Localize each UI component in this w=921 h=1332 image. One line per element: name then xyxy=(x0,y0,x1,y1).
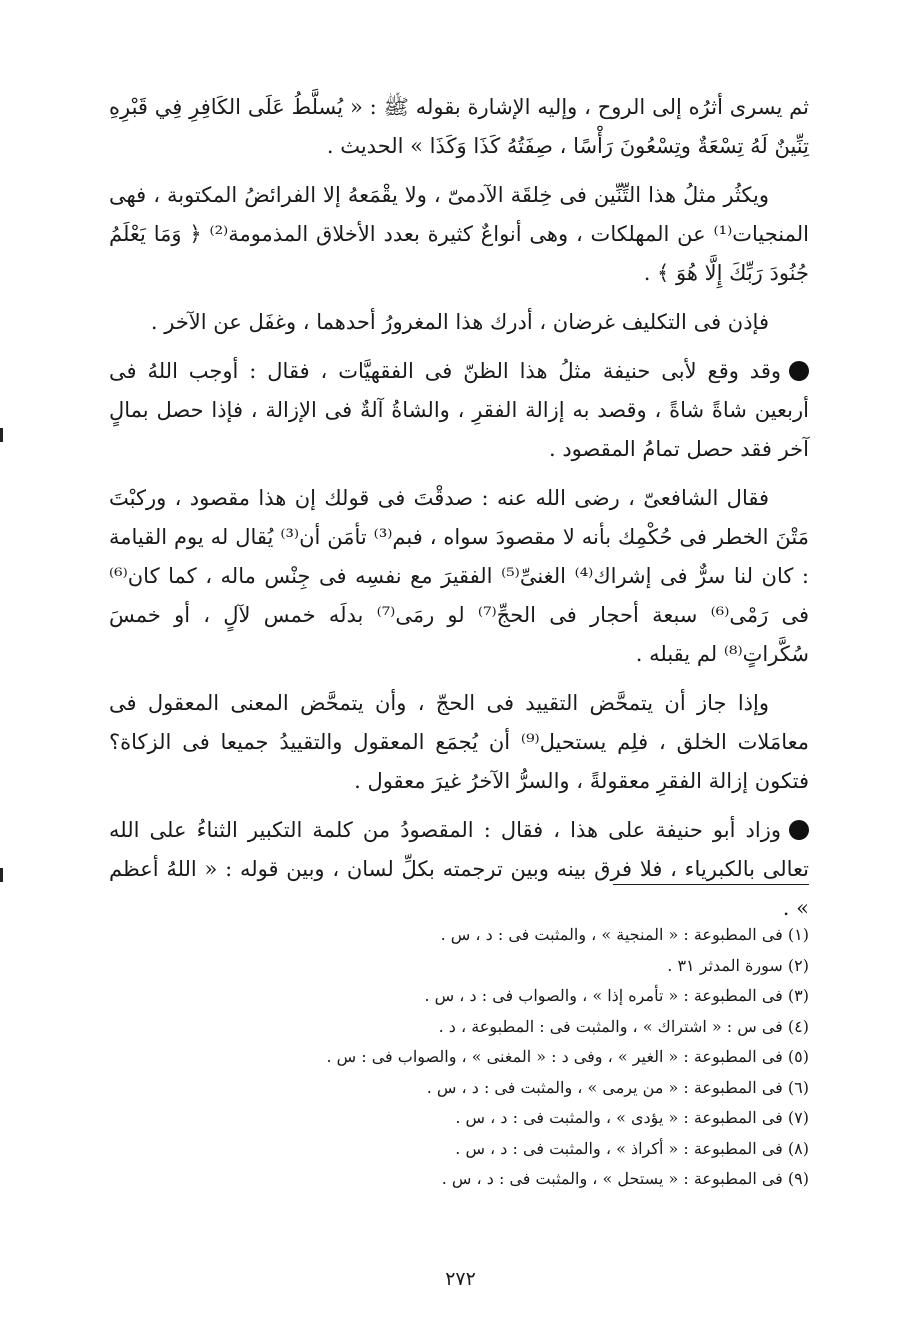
paragraph-4-text: وقد وقع لأبى حنيفة مثلُ هذا الظنّ فى الفقهيَّات ، فقال : أوجب اللهُ فى أربعين شاةً شاةً ، وقصد به إزالة الفقرِ ، والشاةُ آلةٌ فى الإزالة ، فإذا حصل بمالٍ آخر فقد حصل تمامُ المقصود . xyxy=(109,359,809,461)
page-number: ٢٧٢ xyxy=(445,1268,476,1290)
footnote-8: (٨) فى المطبوعة : « أكراذ » ، والمثبت فى : د ، س . xyxy=(455,1138,809,1158)
bullet-dot-icon xyxy=(789,361,809,381)
footnote-9: (٩) فى المطبوعة : « يستحل » ، والمثبت فى : د ، س . xyxy=(441,1169,809,1188)
paragraph-3 xyxy=(109,303,809,342)
footnote-6: (٦) فى المطبوعة : « من يرمى » ، والمثبت فى : د ، س . xyxy=(426,1077,809,1097)
footnote-2: (٢) سورة المدثر ٣١ . xyxy=(667,955,809,975)
margin-mark-top xyxy=(0,428,3,442)
paragraph-7-text: وزاد أبو حنيفة على هذا ، فقال : المقصودُ من كلمة التكبير الثناءُ على الله تعالى بالكبرياء ، فلا فرق بينه وبين ترجمته بكلِّ لسان ، وبين قوله : « اللهُ أعظم » . xyxy=(109,818,809,920)
footnote-1: (١) فى المطبوعة : « المنجية » ، والمثبت فى : د ، س . xyxy=(440,925,809,944)
main-text xyxy=(109,88,809,938)
paragraph-6 xyxy=(109,684,809,801)
paragraph-6-text: وإذا جاز أن يتمحَّض التقييد فى الحجّ ، وأن يتمحَّض المعنى المعقول فى معامَلات الخلق ، فلِم يستحيل⁽⁹⁾ أن يُجمَع المعقول والتقييدُ جميعا فى الزكاة؟ فتكون إزالة الفقرِ معقولةً ، والسرُّ الآخرُ غيرَ معقول . xyxy=(109,691,809,793)
footnote-4: (٤) فى س : « اشتراك » ، والمثبت فى : المطبوعة ، د . xyxy=(438,1016,809,1036)
paragraph-5-text: فقال الشافعىّ ، رضى الله عنه : صدقْتَ فى قولك إن هذا مقصود ، وركبْتَ مَتْنَ الخطر فى حُكْمِك بأنه لا مقصودَ سواه ، فبم⁽³⁾ تأمَن أن⁽³⁾ يُقال له يوم القيامة : كان لنا سرٌّ فى إشراك⁽⁴⁾ الغنىِّ⁽⁵⁾ الفقيرَ مع نفسِه فى جِنْس ماله ، كما كان⁽⁶⁾ فى رَمْى⁽⁶⁾ سبعة أحجار فى الحجِّ⁽⁷⁾ لو رمَى⁽⁷⁾ بدلَه خمس لآلٍ ، أو خمسَ سُكَّراتٍ⁽⁸⁾ لم يقبله . xyxy=(109,486,810,666)
paragraph-4 xyxy=(109,352,809,469)
paragraph-3-text: فإذن فى التكليف غرضان ، أدرك هذا المغرورُ أحدهما ، وغفَل عن الآخر . xyxy=(150,310,769,334)
footnote-7: (٧) فى المطبوعة : « يؤدى » ، والمثبت فى : د ، س . xyxy=(455,1108,809,1127)
paragraph-5 xyxy=(109,479,809,674)
bullet-dot-icon xyxy=(789,820,809,840)
footnote-3: (٣) فى المطبوعة : « تأمره إذا » ، والصواب فى : د ، س . xyxy=(424,986,809,1005)
footnotes-list xyxy=(109,920,809,1195)
margin-mark-bottom xyxy=(0,868,3,882)
paragraph-2 xyxy=(109,176,809,293)
footnote-5: (٥) فى المطبوعة : « الغير » ، وفى د : « المغنى » ، والصواب فى : س . xyxy=(326,1047,809,1066)
paragraph-1-text: ثم يسرى أثرُه إلى الروح ، وإليه الإشارة بقوله ﷺ : « يُسلَّطُ عَلَى الكَافِرِ فِي قَبْرِهِ تِنِّينٌ لَهُ تِسْعَةٌ وتِسْعُونَ رَأْسًا ، صِفَتُهُ كَذَا وَكَذَا » الحديث . xyxy=(109,95,809,158)
paragraph-2-text: ويكثُر مثلُ هذا التِّنِّين فى خِلقَة الآدمىّ ، ولا يقْمَعهُ إلا الفرائضُ المكتوبة ، فهى المنجيات⁽¹⁾ عن المهلكات ، وهى أنواعٌ كثيرة بعدد الأخلاق المذمومة⁽²⁾ ﴿ وَمَا يَعْلَمُ جُنُودَ رَبِّكَ إِلَّا هُوَ ﴾ . xyxy=(109,183,810,285)
paragraph-7 xyxy=(109,811,809,928)
paragraph-1 xyxy=(109,88,809,166)
footnote-divider xyxy=(613,884,809,885)
